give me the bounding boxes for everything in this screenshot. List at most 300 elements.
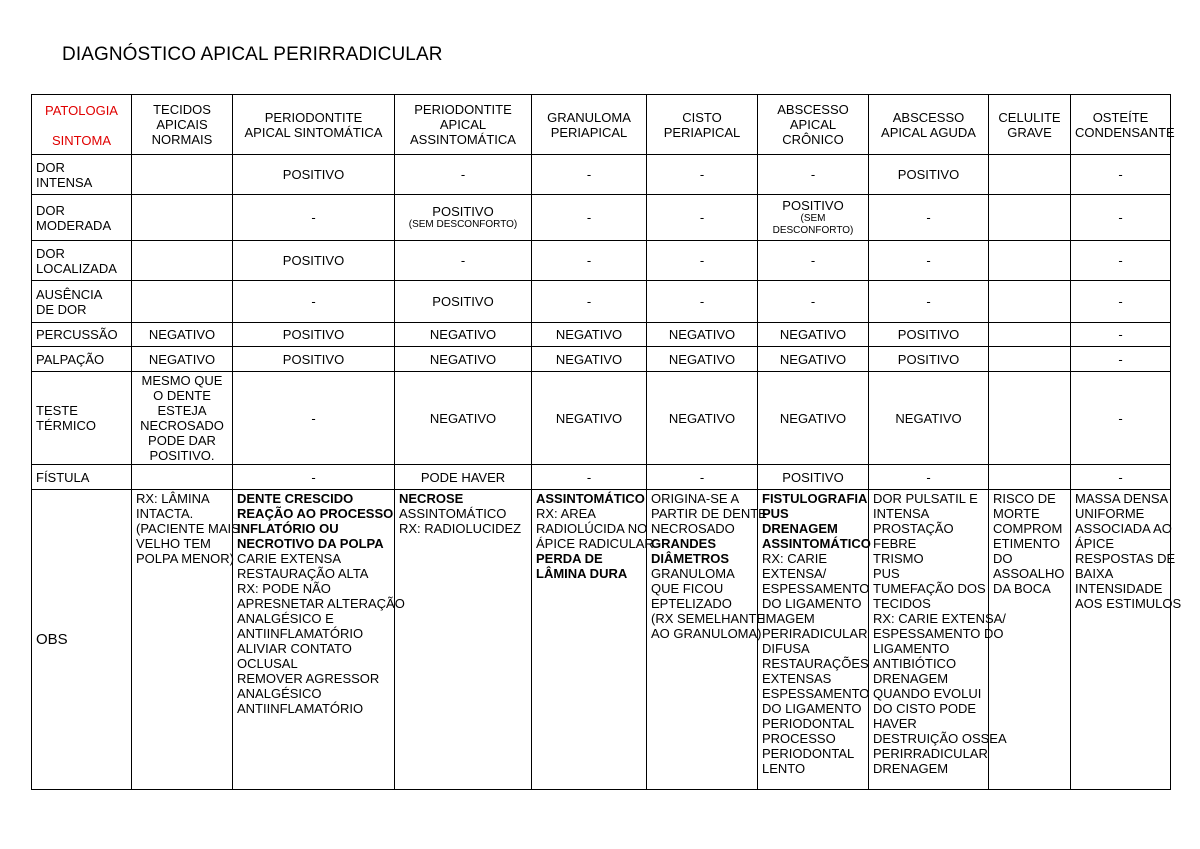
- obs-line: ESPESSAMENTO DO: [873, 626, 1004, 641]
- cell-value: -: [1118, 253, 1123, 268]
- table-cell: [233, 372, 395, 465]
- table-cell: [758, 241, 869, 281]
- table-cell: [647, 281, 758, 323]
- column-header-line: CISTO: [682, 109, 722, 125]
- column-header: [758, 95, 869, 155]
- column-header-line: ASSINTOMÁTICA: [410, 132, 516, 147]
- table-cell: [869, 281, 989, 323]
- obs-line: RESPOSTAS DE: [1075, 551, 1176, 566]
- table-cell: [395, 465, 532, 490]
- cell-value: -: [810, 167, 816, 182]
- table-cell: [233, 465, 395, 490]
- cell-value: -: [1118, 351, 1123, 367]
- row-label-line: PALPAÇÃO: [36, 351, 105, 367]
- obs-line: MASSA DENSA: [1075, 491, 1169, 506]
- obs-line: ASSINTOMÁTICO: [399, 506, 507, 521]
- table-cell: [869, 155, 989, 195]
- obs-line: DA BOCA: [993, 581, 1051, 596]
- row-label: [32, 241, 132, 281]
- obs-label-text: OBS: [36, 631, 68, 648]
- cell-value: NEGATIVO: [429, 410, 497, 426]
- cell-value: -: [699, 253, 705, 268]
- cell-value: -: [926, 294, 931, 309]
- cell-value: POSITIVO: [432, 294, 494, 309]
- row-label: [32, 195, 132, 241]
- row-label: [32, 281, 132, 323]
- table-cell: [647, 323, 758, 347]
- column-header: [233, 95, 395, 155]
- cell-value: -: [699, 294, 705, 309]
- column-header-line: CRÔNICO: [782, 132, 844, 147]
- cell-value: -: [311, 294, 316, 309]
- column-header-line: APICAL: [439, 117, 487, 132]
- cell-value: NEGATIVO: [668, 327, 736, 342]
- row-label-line: INTENSA: [36, 174, 93, 190]
- table-cell: [869, 323, 989, 347]
- obs-line: HAVER: [873, 716, 917, 731]
- cell-value: NEGATIVO: [148, 351, 216, 367]
- table-row: [32, 347, 1171, 372]
- cell-value: -: [810, 253, 816, 268]
- cell-text: MESMO QUE O DENTE ESTEJA NECROSADO PODE DAR POSITIVO.: [140, 373, 224, 463]
- obs-line: ÁPICE RADICULAR: [536, 536, 654, 551]
- obs-line: CARIE EXTENSA: [237, 551, 342, 566]
- cell-value: NEGATIVO: [555, 351, 623, 367]
- column-header-line: TECIDOS: [153, 102, 211, 117]
- table-cell: [233, 155, 395, 195]
- obs-line: MORTE: [993, 506, 1040, 521]
- cell-value: -: [1118, 327, 1123, 342]
- obs-line: PERIODONTAL: [762, 716, 855, 731]
- obs-cell: [132, 490, 240, 790]
- obs-line: DIFUSA: [762, 641, 810, 656]
- table-cell: [758, 347, 869, 372]
- table-cell: [989, 347, 1071, 372]
- obs-line: RADIOLÚCIDA NO: [536, 521, 648, 536]
- obs-line: RISCO DE: [993, 491, 1056, 506]
- obs-line: PUS: [873, 566, 900, 581]
- obs-cell: [869, 490, 1007, 790]
- obs-cell: [1071, 490, 1182, 790]
- column-header-line: APICAL: [789, 117, 837, 132]
- table-cell: [233, 323, 395, 347]
- cell-value: POSITIVO: [897, 327, 960, 342]
- obs-line: PROSTAÇÃO: [873, 521, 954, 536]
- table-cell: [532, 465, 647, 490]
- row-label: [32, 155, 132, 195]
- cell-value: NEGATIVO: [779, 351, 847, 367]
- obs-line: DO: [993, 551, 1013, 566]
- column-header-line: GRAVE: [1007, 124, 1052, 140]
- obs-line: ÁPICE: [1075, 536, 1115, 551]
- obs-line: DO CISTO PODE: [873, 701, 977, 716]
- table-cell: [395, 347, 532, 372]
- cell-value: -: [586, 167, 592, 182]
- table-cell: [1071, 323, 1171, 347]
- obs-line: IMAGEM: [762, 611, 815, 626]
- obs-line: NECROSADO: [651, 521, 735, 536]
- obs-line: QUE FICOU: [651, 581, 724, 596]
- cell-value: NEGATIVO: [779, 327, 847, 342]
- cell-value: NEGATIVO: [895, 410, 962, 426]
- table-cell: [395, 281, 532, 323]
- table-row: [32, 372, 1171, 465]
- cell-note: (SEM DESCONFORTO): [772, 213, 854, 236]
- table-cell: [1071, 195, 1171, 241]
- table-cell: [132, 347, 233, 372]
- obs-line: EXTENSAS: [762, 671, 832, 686]
- table-cell: [869, 347, 989, 372]
- table-cell: [532, 372, 647, 465]
- obs-line: NECROTIVO DA POLPA: [237, 536, 384, 551]
- obs-line: RX: AREA: [536, 506, 596, 521]
- cell-value: POSITIVO: [782, 469, 844, 485]
- row-label-line: FÍSTULA: [36, 469, 90, 485]
- row-label-line: AUSÊNCIA: [36, 286, 103, 302]
- cell-value: NEGATIVO: [429, 351, 497, 367]
- obs-line: EXTENSA/: [762, 566, 827, 581]
- obs-line: PROCESSO: [762, 731, 836, 746]
- obs-line: POLPA MENOR): [136, 551, 235, 566]
- obs-line: (PACIENTE MAIS: [136, 521, 240, 536]
- cell-value: NEGATIVO: [429, 327, 497, 342]
- column-header: [1071, 95, 1175, 155]
- cell-value: NEGATIVO: [148, 327, 216, 342]
- obs-line: DRENAGEM: [873, 761, 949, 776]
- cell-value: -: [926, 210, 931, 225]
- table-cell: [233, 281, 395, 323]
- cell-value: POSITIVO: [282, 253, 345, 268]
- obs-line: ASSOCIADA AO: [1075, 521, 1172, 536]
- table-cell: [869, 241, 989, 281]
- table-cell: [989, 195, 1071, 241]
- obs-line: GRANULOMA: [651, 566, 735, 581]
- obs-line: PERIRADICULAR: [762, 626, 868, 641]
- obs-line: FISTULOGRAFIA: [762, 491, 868, 506]
- table-cell: [395, 195, 532, 241]
- table-cell: [1071, 155, 1171, 195]
- obs-line: TECIDOS: [873, 596, 931, 611]
- corner-pathology: [32, 95, 132, 127]
- cell-value: -: [699, 167, 705, 182]
- obs-line: ANTIINFLAMATÓRIO: [237, 701, 364, 716]
- table-cell: [989, 465, 1071, 490]
- table-row: [32, 465, 1171, 490]
- cell-value: POSITIVO: [282, 167, 345, 182]
- table-cell: [395, 241, 532, 281]
- table-cell: [758, 465, 869, 490]
- obs-row: [32, 490, 1171, 790]
- table-cell: [132, 195, 233, 241]
- obs-line: RX: RADIOLUCIDEZ: [399, 521, 522, 536]
- column-header: [647, 95, 758, 155]
- column-header-line: APICAIS: [156, 117, 208, 132]
- row-label: [32, 372, 132, 465]
- obs-line: RX: LÂMINA: [136, 491, 210, 506]
- table-cell: [395, 155, 532, 195]
- obs-line: DOR PULSATIL E: [873, 491, 978, 506]
- table-cell: [647, 372, 758, 465]
- table-cell: [647, 347, 758, 372]
- row-label-line: TESTE: [36, 403, 78, 418]
- obs-line: RX: PODE NÃO: [237, 581, 331, 596]
- table-cell: [1071, 241, 1171, 281]
- column-header-line: CELULITE: [998, 109, 1061, 125]
- obs-line: DRENAGEM: [762, 521, 838, 536]
- document-title: DIAGNÓSTICO APICAL PERIRRADICULAR: [62, 44, 443, 65]
- cell-value: -: [586, 294, 592, 309]
- header-row: [32, 95, 1171, 127]
- column-header-line: ABSCESSO: [777, 102, 849, 117]
- obs-line: RESTAURAÇÃO ALTA: [237, 566, 369, 581]
- obs-label: [32, 490, 132, 790]
- cell-value: -: [926, 469, 931, 485]
- cell-value: POSITIVO: [782, 198, 844, 213]
- column-header: [132, 95, 233, 155]
- obs-line: (RX SEMELHANTE: [651, 611, 766, 626]
- table-cell: [758, 195, 869, 241]
- obs-line: LENTO: [762, 761, 806, 776]
- obs-line: LIGAMENTO: [873, 641, 950, 656]
- obs-line: TUMEFAÇÃO DOS: [873, 581, 986, 596]
- obs-line: DENTE CRESCIDO: [237, 491, 354, 506]
- obs-line: AO GRANULOMA): [651, 626, 762, 641]
- obs-line: PERDA DE: [536, 551, 603, 566]
- table-cell: [869, 372, 989, 465]
- cell-value: POSITIVO: [897, 351, 960, 367]
- obs-line: REMOVER AGRESSOR: [237, 671, 380, 686]
- obs-line: VELHO TEM: [136, 536, 211, 551]
- column-header-line: OSTEÍTE: [1092, 109, 1149, 125]
- table-cell: [1071, 465, 1171, 490]
- cell-value: PODE HAVER: [420, 469, 506, 485]
- obs-line: DRENAGEM: [873, 671, 949, 686]
- obs-cell: [647, 490, 767, 790]
- obs-line: APRESNETAR ALTERAÇÃO: [237, 596, 405, 611]
- table-cell: [989, 155, 1071, 195]
- cell-value: -: [460, 167, 466, 182]
- obs-line: UNIFORME: [1075, 506, 1145, 521]
- table-cell: [989, 372, 1071, 465]
- obs-line: ASSOALHO: [993, 566, 1065, 581]
- table-cell: [758, 281, 869, 323]
- obs-line: INFLATÓRIO OU: [237, 521, 339, 536]
- table-cell: [647, 465, 758, 490]
- obs-cell: [395, 490, 532, 790]
- table-row: [32, 155, 1171, 195]
- cell-value: POSITIVO: [897, 167, 960, 182]
- table-cell: [532, 347, 647, 372]
- obs-line: EPTELIZADO: [651, 596, 732, 611]
- diagnosis-table: [31, 94, 1182, 790]
- column-header: [395, 95, 532, 155]
- row-label-line: DOR: [36, 245, 65, 261]
- obs-line: ETIMENTO: [993, 536, 1060, 551]
- obs-line: ANALGÉSICO: [237, 686, 322, 701]
- cell-value: -: [311, 210, 316, 225]
- cell-value: -: [699, 210, 705, 225]
- obs-line: DESTRUIÇÃO OSSEA: [873, 731, 1007, 746]
- corner-symptom: [32, 127, 132, 155]
- obs-line: GRANDES: [651, 536, 717, 551]
- table-row: [32, 241, 1171, 281]
- obs-line: INTACTA.: [136, 506, 194, 521]
- cell-value: -: [699, 469, 705, 485]
- obs-line: FEBRE: [873, 536, 917, 551]
- row-label-line: MODERADA: [36, 217, 112, 233]
- obs-line: DIÂMETROS: [651, 551, 729, 566]
- table-cell: [132, 323, 233, 347]
- table-cell: [869, 465, 989, 490]
- cell-value: -: [460, 253, 466, 268]
- table-body: [32, 95, 1182, 790]
- cell-value: -: [586, 469, 592, 485]
- row-label-line: DE DOR: [36, 301, 87, 317]
- obs-line: RESTAURAÇÕES: [762, 656, 869, 671]
- cell-value: POSITIVO: [282, 327, 345, 342]
- cell-value: -: [586, 253, 592, 268]
- table-cell: [647, 195, 758, 241]
- cell-value: NEGATIVO: [555, 410, 623, 426]
- table-cell: [532, 195, 647, 241]
- obs-line: ANALGÉSICO E: [237, 611, 334, 626]
- cell-value: -: [586, 210, 592, 225]
- obs-line: RX: CARIE EXTENSA/: [873, 611, 1006, 626]
- cell-value: -: [926, 253, 931, 268]
- table-cell: [1071, 372, 1171, 465]
- obs-line: ORIGINA-SE A: [651, 491, 740, 506]
- column-header-line: PERIAPICAL: [550, 124, 628, 140]
- column-header-line: PERIODONTITE: [264, 109, 363, 125]
- obs-line: ASSINTOMÁTICO: [536, 491, 645, 506]
- obs-line: COMPROM: [993, 521, 1063, 536]
- obs-line: ANTIBIÓTICO: [873, 656, 957, 671]
- column-header-line: CONDENSANTE: [1075, 124, 1175, 140]
- cell-value: -: [1118, 294, 1123, 309]
- row-label-line: DOR: [36, 159, 65, 175]
- row-label: [32, 465, 132, 490]
- obs-line: NECROSE: [399, 491, 464, 506]
- table-cell: [758, 155, 869, 195]
- table-cell: [532, 323, 647, 347]
- obs-line: PERIODONTAL: [762, 746, 855, 761]
- table-cell: [532, 281, 647, 323]
- obs-line: PARTIR DE DENTE: [651, 506, 767, 521]
- obs-line: AOS ESTIMULOS: [1075, 596, 1182, 611]
- cell-value: NEGATIVO: [668, 410, 736, 426]
- table-cell: [869, 195, 989, 241]
- table-cell: [132, 465, 233, 490]
- obs-line: DO LIGAMENTO: [762, 596, 862, 611]
- row-label-line: PERCUSSÃO: [36, 327, 118, 342]
- cell-value: -: [1118, 210, 1123, 225]
- cell-value: -: [1118, 410, 1123, 426]
- table-cell: [758, 323, 869, 347]
- table-cell: [758, 372, 869, 465]
- obs-line: ALIVIAR CONTATO: [237, 641, 352, 656]
- column-header-line: ABSCESSO: [892, 109, 965, 125]
- column-header-line: APICAL AGUDA: [881, 124, 976, 140]
- cell-value: POSITIVO: [432, 204, 494, 219]
- column-header-line: NORMAIS: [151, 132, 213, 147]
- obs-line: DO LIGAMENTO: [762, 701, 862, 716]
- corner-pathology-label: PATOLOGIA: [45, 103, 118, 119]
- column-header-line: GRANULOMA: [547, 109, 631, 125]
- obs-line: PERIRRADICULAR: [873, 746, 988, 761]
- table-cell: [532, 241, 647, 281]
- table-row: [32, 281, 1171, 323]
- corner-symptom-label: SINTOMA: [52, 132, 111, 148]
- cell-value: -: [1118, 469, 1123, 485]
- table-cell: [395, 323, 532, 347]
- column-header: [989, 95, 1071, 155]
- column-header: [532, 95, 647, 155]
- obs-line: ASSINTOMÁTICO: [762, 536, 871, 551]
- table-cell: [1071, 347, 1171, 372]
- cell-note: (SEM DESCONFORTO): [408, 219, 518, 230]
- row-label-line: TÉRMICO: [36, 418, 96, 433]
- table-cell: [132, 372, 233, 465]
- table-cell: [989, 281, 1071, 323]
- cell-value: NEGATIVO: [555, 327, 623, 342]
- table-cell: [1071, 281, 1171, 323]
- cell-value: -: [311, 410, 316, 426]
- obs-cell: [233, 490, 405, 790]
- obs-line: ESPESSAMENTO: [762, 686, 870, 701]
- table-cell: [132, 241, 233, 281]
- obs-line: ANTIINFLAMATÓRIO: [237, 626, 364, 641]
- table-row: [32, 195, 1171, 241]
- obs-line: RX: CARIE: [762, 551, 828, 566]
- obs-line: LÂMINA DURA: [536, 566, 628, 581]
- cell-value: -: [810, 294, 816, 309]
- table-cell: [132, 281, 233, 323]
- table-cell: [989, 323, 1071, 347]
- cell-value: -: [311, 469, 316, 485]
- row-label: [32, 323, 132, 347]
- cell-value: POSITIVO: [282, 351, 345, 367]
- obs-cell: [532, 490, 654, 790]
- row-label-line: LOCALIZADA: [36, 260, 117, 276]
- obs-line: QUANDO EVOLUI: [873, 686, 982, 701]
- obs-line: REAÇÃO AO PROCESSO: [237, 506, 394, 521]
- obs-line: BAIXA: [1075, 566, 1114, 581]
- obs-line: INTENSIDADE: [1075, 581, 1163, 596]
- obs-line: OCLUSAL: [237, 656, 298, 671]
- row-label: [32, 347, 132, 372]
- obs-line: TRISMO: [873, 551, 924, 566]
- column-header-line: APICAL SINTOMÁTICA: [244, 124, 383, 140]
- obs-line: INTENSA: [873, 506, 930, 521]
- obs-cell: [758, 490, 869, 790]
- column-header-line: PERIODONTITE: [414, 102, 512, 117]
- table-row: [32, 323, 1171, 347]
- row-label-line: DOR: [36, 202, 65, 218]
- table-cell: [395, 372, 532, 465]
- column-header-line: PERIAPICAL: [663, 124, 741, 140]
- obs-line: ESPESSAMENTO: [762, 581, 870, 596]
- table-cell: [647, 241, 758, 281]
- obs-line: PUS: [762, 506, 789, 521]
- table-cell: [233, 347, 395, 372]
- column-header: [869, 95, 989, 155]
- cell-value: -: [1118, 167, 1123, 182]
- table-cell: [233, 241, 395, 281]
- table-cell: [233, 195, 395, 241]
- cell-value: NEGATIVO: [668, 351, 736, 367]
- cell-value: NEGATIVO: [779, 410, 847, 426]
- table-cell: [132, 155, 233, 195]
